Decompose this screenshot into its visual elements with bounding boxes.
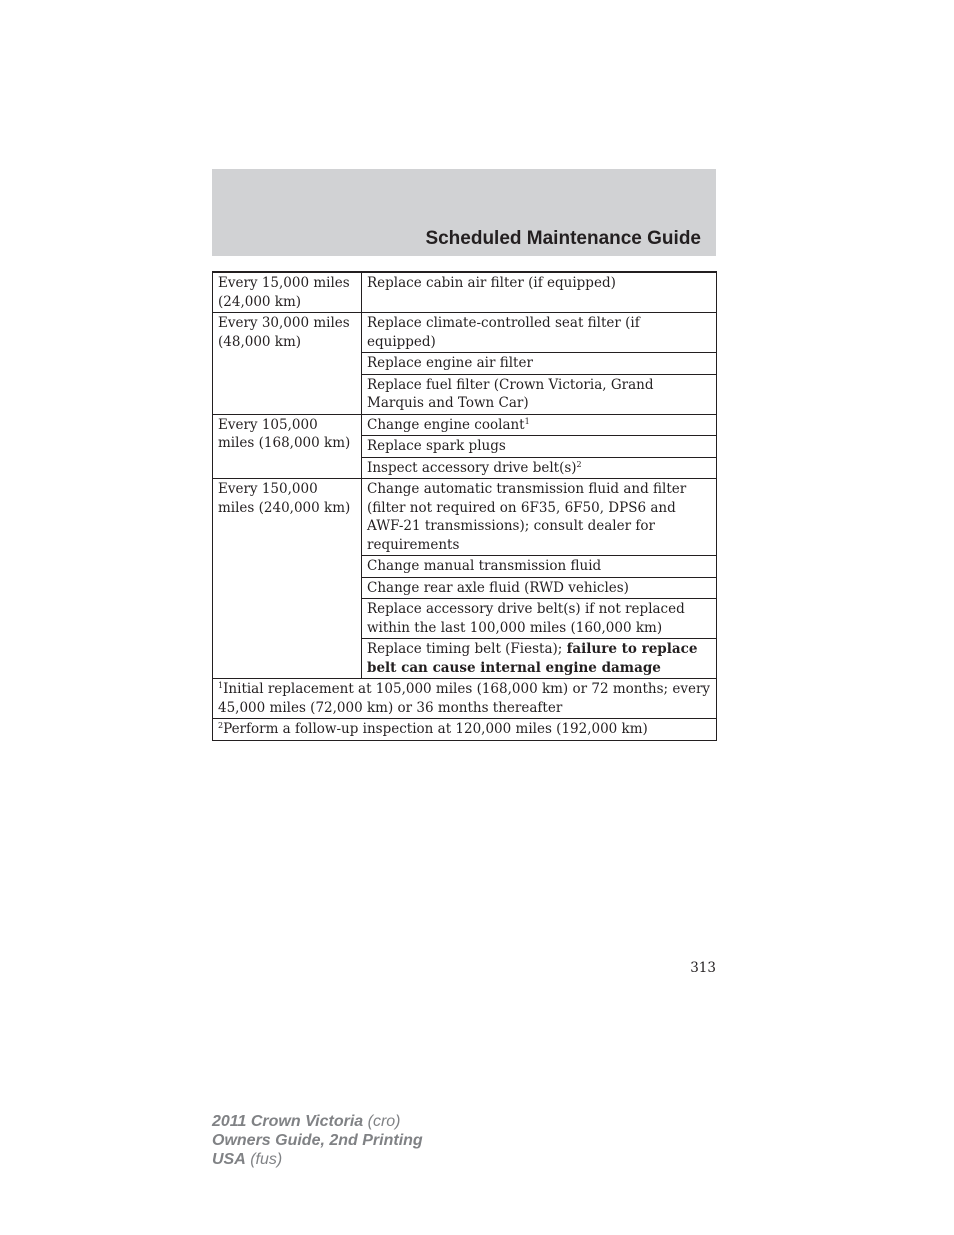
footnote-ref: 1 bbox=[524, 416, 530, 426]
service-item: Replace engine air filter bbox=[362, 353, 717, 375]
service-item: Change rear axle fluid (RWD vehicles) bbox=[362, 577, 717, 599]
service-item-text: Change engine coolant bbox=[367, 416, 525, 433]
page-title: Scheduled Maintenance Guide bbox=[425, 228, 701, 249]
warning-text: failure to replace belt can cause internal engine damage bbox=[367, 641, 698, 676]
footnote-text: Perform a follow-up inspection at 120,000 miles (192,000 km) bbox=[223, 721, 648, 737]
footnote-ref: 2 bbox=[576, 459, 582, 469]
footer-region-code: (fus) bbox=[245, 1151, 283, 1168]
footnote bbox=[213, 679, 717, 719]
interval-cell: Every 15,000 miles (24,000 km) bbox=[213, 272, 362, 313]
interval-cell: Every 30,000 miles (48,000 km) bbox=[213, 313, 362, 415]
footer-line-model bbox=[212, 1112, 423, 1131]
service-item: Change automatic transmission fluid and filter (filter not required on 6F35, 6F50, DPS6 and AWF-21 transmissions); consult dealer for requirements bbox=[362, 479, 717, 556]
table-row bbox=[213, 313, 717, 353]
interval-cell: Every 150,000 miles (240,000 km) bbox=[213, 479, 362, 679]
document-footer bbox=[212, 1112, 423, 1169]
header-band bbox=[212, 169, 716, 256]
service-item bbox=[362, 414, 717, 436]
footnote-mark: 1 bbox=[218, 681, 224, 690]
footnote-mark: 2 bbox=[218, 721, 224, 730]
footer-region: USA bbox=[212, 1151, 246, 1168]
service-item-text: Inspect accessory drive belt(s) bbox=[367, 459, 577, 476]
footnote-row bbox=[213, 679, 717, 719]
table-row bbox=[213, 479, 717, 556]
footer-model: 2011 Crown Victoria bbox=[212, 1113, 364, 1130]
service-item-text: Replace timing belt (Fiesta); bbox=[367, 641, 567, 657]
table-row bbox=[213, 414, 717, 436]
service-item bbox=[362, 639, 717, 679]
service-item: Replace climate-controlled seat filter (if equipped) bbox=[362, 313, 717, 353]
service-item: Replace cabin air filter (if equipped) bbox=[362, 272, 717, 313]
table-row bbox=[213, 272, 717, 313]
service-item: Change manual transmission fluid bbox=[362, 556, 717, 578]
footer-line-region bbox=[212, 1150, 423, 1169]
footer-line-edition bbox=[212, 1131, 423, 1150]
interval-cell: Every 105,000 miles (168,000 km) bbox=[213, 414, 362, 479]
maintenance-table bbox=[212, 271, 717, 741]
service-item: Replace accessory drive belt(s) if not replaced within the last 100,000 miles (160,000 km) bbox=[362, 599, 717, 639]
footnote-row bbox=[213, 719, 717, 741]
footnote bbox=[213, 719, 717, 741]
service-item bbox=[362, 457, 717, 479]
footer-model-code: (cro) bbox=[363, 1113, 401, 1130]
service-item: Replace spark plugs bbox=[362, 436, 717, 458]
footer-edition: Owners Guide, 2nd Printing bbox=[212, 1132, 423, 1149]
service-item: Replace fuel filter (Crown Victoria, Grand Marquis and Town Car) bbox=[362, 374, 717, 414]
footnote-text: Initial replacement at 105,000 miles (168,000 km) or 72 months; every 45,000 miles (72,000 km) or 36 months thereafter bbox=[218, 681, 711, 716]
page-number: 313 bbox=[690, 960, 716, 976]
